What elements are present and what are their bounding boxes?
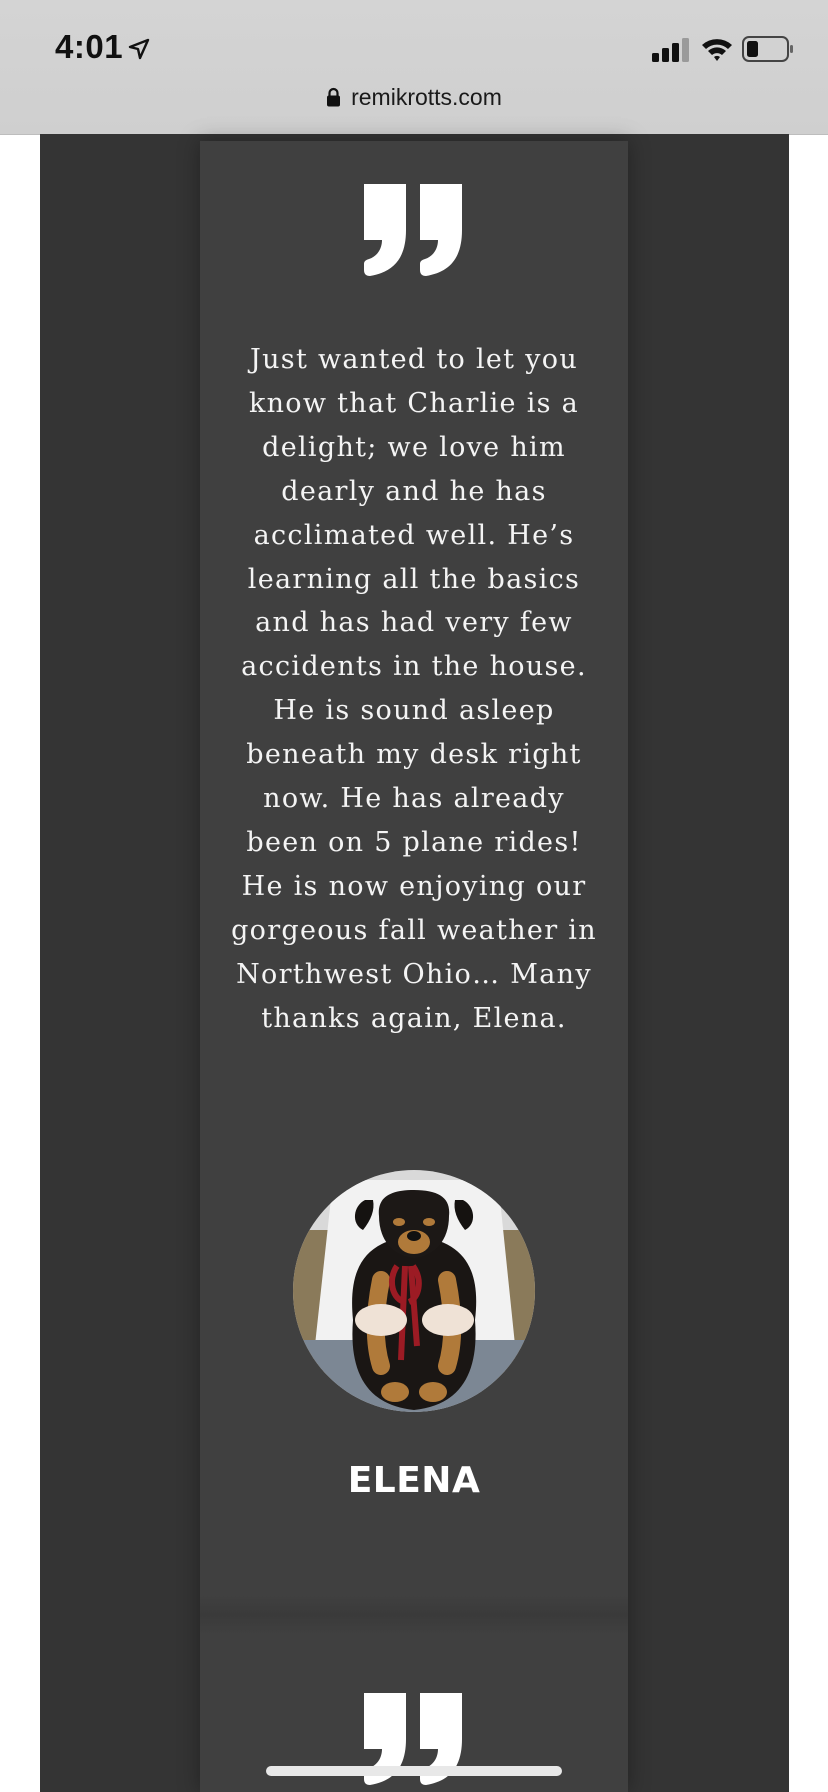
status-time: 4:01 (55, 28, 124, 65)
home-indicator[interactable] (266, 1766, 562, 1776)
browser-top-bar (0, 0, 828, 135)
battery-icon (742, 36, 794, 62)
wifi-icon (700, 35, 734, 63)
card-divider (200, 1595, 628, 1635)
testimonial-text: Just wanted to let you know that Charlie is a delight; we love him dearly and he has acclimated well. He’s learning all the basics and has had very few accidents in the house. He is sound asleep beneath my desk right now. He has already been on 5 plane rides! He is now enjoying our gorgeous fall weather in Northwest Ohio… Many thanks again, Elena. (231, 344, 597, 1034)
lock-icon (326, 87, 341, 107)
author-name: ELENA (347, 1460, 481, 1501)
author-photo (293, 1170, 535, 1412)
cellular-signal-icon (652, 38, 690, 62)
address-bar[interactable] (0, 84, 828, 124)
url-text: remikrotts.com (351, 84, 502, 110)
rottweiler-puppy-photo-icon (293, 1170, 535, 1412)
location-arrow-icon (128, 38, 150, 60)
quote-icon (360, 184, 468, 276)
